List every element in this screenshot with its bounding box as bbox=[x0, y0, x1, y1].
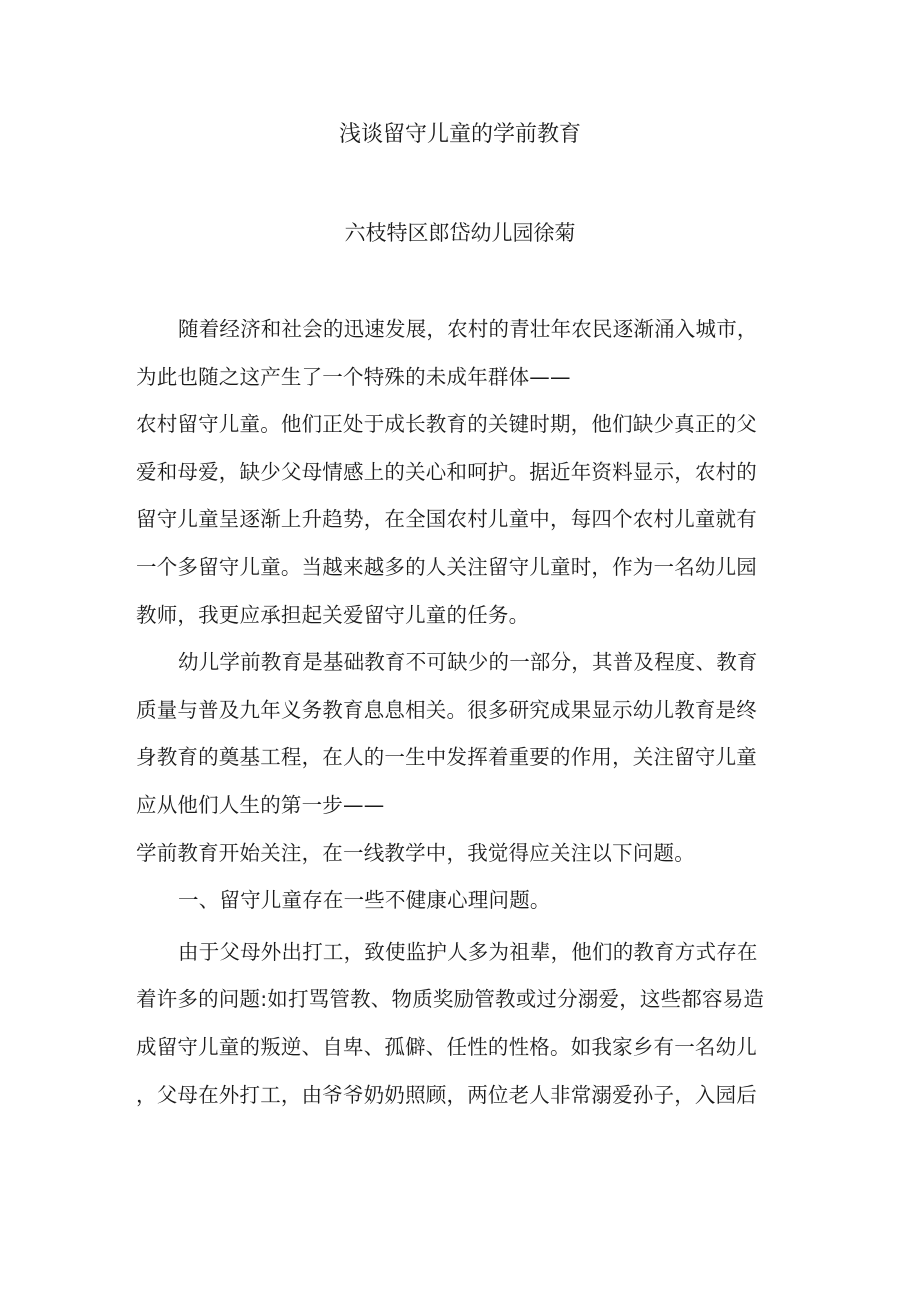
text-line: 一个多留守儿童。当越来越多的人关注留守儿童时，作为一名幼儿园 bbox=[136, 554, 757, 579]
text-line: 为此也随之这产生了一个特殊的未成年群体—— bbox=[136, 364, 571, 389]
text-line: 成留守儿童的叛逆、自卑、孤僻、任性的性格。如我家乡有一名幼儿 bbox=[136, 1034, 757, 1059]
text-line: 质量与普及九年义务教育息息相关。很多研究成果显示幼儿教育是终 bbox=[136, 697, 757, 722]
text-line: 随着经济和社会的迅速发展，农村的青壮年农民逐渐涌入城市， bbox=[178, 317, 758, 341]
text-line: 应从他们人生的第一步—— bbox=[136, 792, 385, 817]
text-line: 学前教育开始关注，在一线教学中，我觉得应关注以下问题。 bbox=[136, 840, 695, 865]
text-line: 由于父母外出打工，致使监护人多为祖辈，他们的教育方式存在 bbox=[178, 939, 758, 964]
text-line: 留守儿童呈逐渐上升趋势，在全国农村儿童中，每四个农村儿童就有 bbox=[136, 507, 757, 532]
text-line: 幼儿学前教育是基础教育不可缺少的一部分，其普及程度、教育 bbox=[178, 650, 758, 675]
text-line: 着许多的问题:如打骂管教、物质奖励管教或过分溺爱，这些都容易造 bbox=[136, 987, 765, 1012]
text-line: 农村留守儿童。他们正处于成长教育的关键时期，他们缺少真正的父 bbox=[136, 412, 757, 437]
document-body bbox=[136, 306, 796, 1119]
text-line: ，父母在外打工，由爷爷奶奶照顾，两位老人非常溺爱孙子，入园后 bbox=[136, 1082, 757, 1107]
document-author: 六枝特区郎岱幼儿园徐菊 bbox=[344, 221, 576, 245]
text-line: 爱和母爱，缺少父母情感上的关心和呵护。据近年资料显示，农村的 bbox=[136, 459, 757, 484]
document-title: 浅谈留守儿童的学前教育 bbox=[338, 122, 581, 147]
text-line: 教师，我更应承担起关爱留守儿童的任务。 bbox=[136, 602, 530, 627]
section-heading: 一、留守儿童存在一些不健康心理问题。 bbox=[178, 888, 551, 913]
text-line: 身教育的奠基工程，在人的一生中发挥着重要的作用，关注留守儿童 bbox=[136, 745, 757, 770]
